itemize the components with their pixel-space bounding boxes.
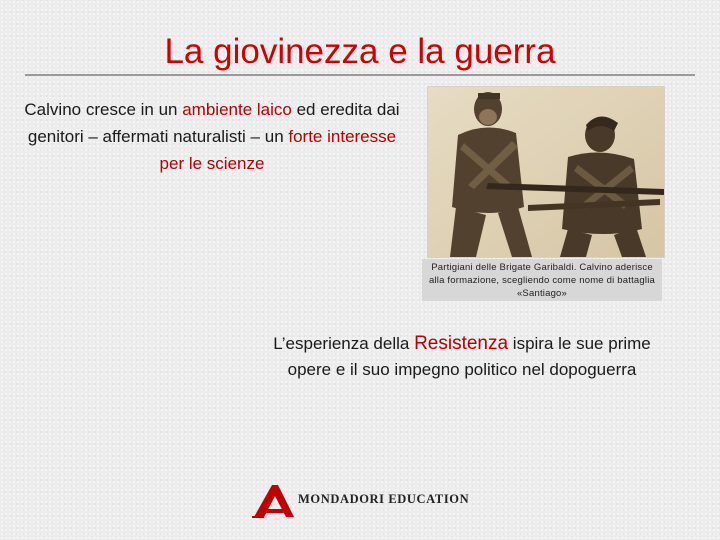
partisans-photo [428,87,664,257]
intro-text-1: Calvino cresce in un [24,100,183,119]
resistenza-paragraph [262,331,662,383]
highlight-interesse-scienze: forte interesse per le scienze [159,127,397,173]
highlight-ambiente-laico: ambiente laico [182,100,292,119]
title-divider [25,74,695,76]
resistenza-text-2: ispira le sue prime opere e il suo impegno politico nel dopoguerra [287,334,651,379]
resistenza-text-1: L’esperienza della [273,334,415,353]
mondadori-a-icon [252,484,296,518]
intro-paragraph [14,96,410,177]
logo-text: MONDADORI EDUCATION [298,492,470,506]
photo-caption: Partigiani delle Brigate Garibaldi. Calvino aderisce alla formazione, scegliendo come nome di battaglia «Santiago» [422,259,662,301]
highlight-resistenza: Resistenza [414,333,509,354]
mondadori-education-logo [252,484,482,518]
slide-title: La giovinezza e la guerra [164,32,556,71]
intro-text-2: ed eredita dai genitori – affermati naturalisti – un [27,100,400,146]
